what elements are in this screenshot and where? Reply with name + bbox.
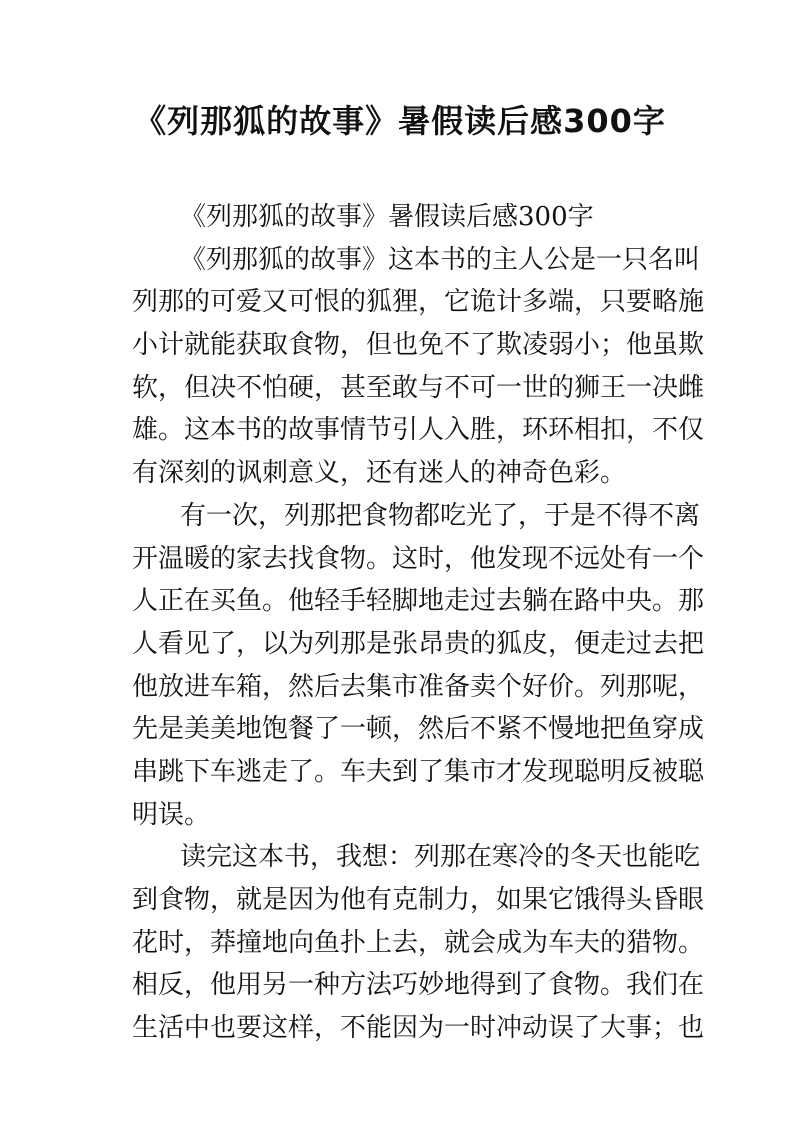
text-line: 他放进车箱，然后去集市准备卖个好价。列那呢， (132, 671, 705, 702)
paragraph (132, 495, 705, 837)
text-line: 软，但决不怕硬，甚至敢与不可一世的狮王一决雌 (132, 372, 705, 403)
text-line: 读完这本书，我想：列那在寒冷的冬天也能吃 (180, 842, 701, 873)
text-line: 先是美美地饱餐了一顿，然后不紧不慢地把鱼穿成 (132, 714, 705, 745)
text-line: 花时，莽撞地向鱼扑上去，就会成为车夫的猎物。 (132, 927, 705, 958)
text-line: 列那的可爱又可恨的狐狸，它诡计多端，只要略施 (132, 287, 705, 318)
text-line: 串跳下车逃走了。车夫到了集市才发现聪明反被聪 (132, 756, 705, 787)
text-line: 到食物，就是因为他有克制力，如果它饿得头昏眼 (132, 885, 705, 915)
paragraph (132, 836, 705, 1049)
text-line: 有一次，列那把食物都吃光了，于是不得不离 (180, 500, 701, 531)
text-line: 《列那狐的故事》这本书的主人公是一只名叫 (180, 244, 701, 275)
text-line: 雄。这本书的故事情节引人入胜，环环相扣，不仅 (132, 415, 705, 446)
text-line: 相反，他用另一种方法巧妙地得到了食物。我们在 (132, 970, 705, 1001)
text-line: 人看见了，以为列那是张昂贵的狐皮，便走过去把 (132, 628, 705, 659)
text-line: 明误。 (132, 799, 211, 830)
document-body (132, 196, 705, 1050)
subtitle-paragraph (132, 196, 660, 239)
document-title: 《列那狐的故事》暑假读后感300字 (134, 102, 666, 140)
text-line: 《列那狐的故事》暑假读后感300字 (180, 202, 594, 232)
text-line: 生活中也要这样，不能因为一时冲动误了大事；也 (132, 1013, 705, 1044)
text-line: 小计就能获取食物，但也免不了欺凌弱小；他虽欺 (132, 330, 705, 361)
paragraph (132, 239, 705, 495)
text-line: 有深刻的讽刺意义，还有迷人的神奇色彩。 (132, 458, 627, 489)
text-line: 开温暖的家去找食物。这时，他发现不远处有一个 (132, 543, 705, 574)
text-line: 人正在买鱼。他轻手轻脚地走过去躺在路中央。那 (132, 586, 705, 617)
